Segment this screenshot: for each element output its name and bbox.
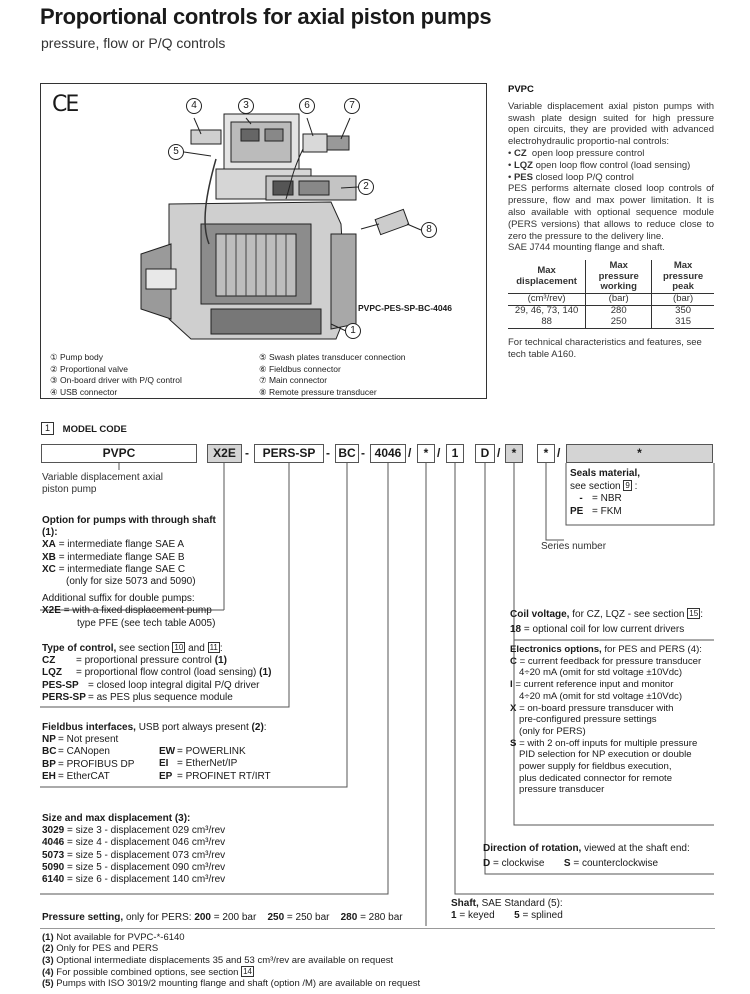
pressure-section: Pressure setting, only for PERS: 200 = 200 bar 250 = 250 bar 280 = 280 bar bbox=[42, 912, 403, 923]
option-row: PES-SP = closed loop integral digital P/Q driver bbox=[42, 679, 260, 691]
callout-2: 2 bbox=[358, 179, 374, 195]
page-subtitle: pressure, flow or P/Q controls bbox=[41, 35, 226, 51]
legend-item: ⑧ Remote pressure transducer bbox=[259, 386, 377, 397]
option-note: (only for PERS) bbox=[519, 725, 586, 737]
option-row: PE = FKM bbox=[570, 505, 622, 517]
legend-item: ⑥ Fieldbus connector bbox=[259, 363, 341, 374]
size-title: Size and max displacement (3): bbox=[42, 813, 191, 824]
spec-header: Max pressure working bbox=[586, 260, 652, 294]
page-title: Proportional controls for axial piston pumps bbox=[40, 4, 492, 29]
option-row: XB = intermediate flange SAE B bbox=[42, 551, 185, 563]
shaft-option-title: Option for pumps with through shaft (1): bbox=[42, 515, 216, 539]
shaft-std-title: Shaft, SAE Standard (5): bbox=[451, 898, 563, 909]
spec-unit: (bar) bbox=[652, 294, 714, 306]
option-note: pressure transducer bbox=[519, 784, 605, 796]
spec-unit: (cm³/rev) bbox=[508, 294, 586, 306]
spec-cell: 315 bbox=[652, 317, 714, 328]
legend-item: ⑤ Swash plates transducer connection bbox=[259, 352, 406, 362]
intro-para2: PES performs alternate closed loop controls of pressure, flow and max power limitation. It is also available with optional sequence module (PERS versions) that allows to reduce close to zero the pressure to the delivery line. bbox=[508, 183, 714, 242]
code-cell-size: 4046 bbox=[370, 444, 406, 463]
code-cell-pressure: * bbox=[417, 444, 435, 463]
pvpc-description: Variable displacement axial piston pump bbox=[42, 472, 163, 496]
coil-title: Coil voltage, for CZ, LQZ - see section 15 : bbox=[510, 609, 703, 620]
option-row: PERS-SP = as PES plus sequence module bbox=[42, 691, 233, 703]
callout-1: 1 bbox=[345, 323, 361, 339]
control-section bbox=[42, 642, 287, 704]
code-sep: / bbox=[497, 446, 501, 460]
code-cell-shaft: 1 bbox=[446, 444, 464, 463]
diagram-label: PVPC-PES-SP-BC-4046 bbox=[358, 303, 453, 313]
footnote-divider bbox=[40, 928, 715, 929]
footnote: (1) Not available for PVPC-*-6140 bbox=[42, 932, 185, 943]
option-note: 4÷20 mA (omit for std voltage ±10Vdc) bbox=[519, 690, 683, 702]
code-cell-options: * bbox=[505, 444, 523, 463]
option-note: pre-configured pressure settings bbox=[519, 714, 657, 726]
code-sep: / bbox=[408, 446, 412, 460]
code-sep: / bbox=[557, 446, 561, 460]
fieldbus-col-right bbox=[159, 746, 271, 783]
option-row: EP = PROFINET RT/IRT bbox=[159, 770, 271, 782]
spec-unit: (bar) bbox=[586, 294, 652, 306]
fieldbus-title: Fieldbus interfaces, USB port always present (2): bbox=[42, 722, 267, 733]
legend-item: ② Proportional valve bbox=[50, 363, 129, 374]
code-cell-series: * bbox=[537, 444, 555, 463]
size-section bbox=[42, 813, 292, 886]
seals-title: Seals material, bbox=[570, 468, 641, 479]
option-note: PID selection for NP execution or double bbox=[519, 749, 692, 761]
footnotes bbox=[42, 932, 420, 989]
coil-section bbox=[510, 608, 715, 636]
option-row: 3029 = size 3 - displacement 029 cm³/rev bbox=[42, 825, 226, 837]
option-row: X = on-board pressure transducer with bbox=[510, 702, 674, 714]
code-sep: - bbox=[361, 446, 365, 460]
seals-subtitle: see section 9 : bbox=[570, 481, 638, 493]
footnote: (3) Optional intermediate displacements 35 and 53 cm³/rev are available on request bbox=[42, 954, 394, 966]
option-note: power supply for fieldbus execution, bbox=[519, 761, 672, 773]
spec-cell: 29, 46, 73, 140 bbox=[514, 305, 579, 317]
ce-mark: CE bbox=[52, 92, 78, 117]
code-cell-rotation: D bbox=[475, 444, 495, 463]
rotation-title: Direction of rotation, viewed at the shaft end: bbox=[483, 843, 690, 854]
option-row: I = current reference input and monitor bbox=[510, 679, 674, 691]
seals-section bbox=[570, 468, 710, 518]
option-row: 5073 = size 5 - displacement 073 cm³/rev bbox=[42, 849, 226, 861]
footnote: (5) Pumps with ISO 3019/2 mounting flange and shaft (option /M) are available on request bbox=[42, 978, 421, 990]
option-note: 4÷20 mA (omit for std voltage ±10Vdc) bbox=[519, 667, 683, 679]
option-row: 5090 = size 5 - displacement 090 cm³/rev bbox=[42, 861, 226, 873]
option-row: 4046 = size 4 - displacement 046 cm³/rev bbox=[42, 837, 226, 849]
electronics-title: Electronics options, for PES and PERS (4): bbox=[510, 644, 702, 655]
code-sep: - bbox=[245, 446, 249, 460]
callout-7: 7 bbox=[344, 98, 360, 114]
option-row: X2E = with a fixed displacement pump bbox=[42, 605, 212, 617]
option-row: LQZ = proportional flow control (load sensing) (1) bbox=[42, 667, 272, 679]
spec-header: Max pressure peak bbox=[652, 260, 714, 294]
shaft-option-section bbox=[42, 515, 227, 630]
fieldbus-col-left bbox=[42, 734, 134, 783]
option-row: NP = Not present bbox=[42, 734, 119, 746]
legend-item: ⑦ Main connector bbox=[259, 375, 328, 385]
rotation-section bbox=[483, 843, 715, 870]
intro-bullet: • LQZ open loop flow control (load sensing) bbox=[508, 159, 691, 171]
option-row: BC = CANopen bbox=[42, 746, 110, 758]
option-row: EH = EtherCAT bbox=[42, 770, 110, 782]
code-sep: - bbox=[326, 446, 330, 460]
spec-header: Max displacement bbox=[508, 260, 586, 294]
intro-para4: For technical characteristics and features, see tech table A160. bbox=[508, 337, 702, 361]
callout-8: 8 bbox=[421, 222, 437, 238]
spec-cell: 250 bbox=[586, 317, 652, 328]
callout-4: 4 bbox=[186, 98, 202, 114]
option-row: XC = intermediate flange SAE C bbox=[42, 563, 186, 575]
option-row: 1 = keyed 5 = splined bbox=[451, 910, 563, 922]
option-row: C = current feedback for pressure transducer bbox=[510, 655, 702, 667]
callout-5: 5 bbox=[168, 144, 184, 160]
code-cell-fieldbus: BC bbox=[335, 444, 359, 463]
intro-para1: Variable displacement axial piston pumps with swash plate design suited for high pressure open circuits, they are provided with advanced electrohydraulic proportio-nal controls: bbox=[508, 100, 714, 148]
code-sep: / bbox=[437, 446, 441, 460]
option-row: 6140 = size 6 - displacement 140 cm³/rev bbox=[42, 873, 226, 885]
code-cell-pvpc: PVPC bbox=[41, 444, 197, 463]
code-cell-x2e: X2E bbox=[207, 444, 242, 463]
callout-6: 6 bbox=[299, 98, 315, 114]
footnote: (2) Only for PES and PERS bbox=[42, 943, 159, 955]
option-row: XA = intermediate flange SAE A bbox=[42, 539, 185, 551]
option-row: - = NBR bbox=[579, 493, 622, 505]
callout-3: 3 bbox=[238, 98, 254, 114]
option-row: EW = POWERLINK bbox=[159, 746, 246, 758]
option-note: (only for size 5073 and 5090) bbox=[66, 575, 196, 587]
intro-bullet: • PES closed loop P/Q control bbox=[508, 171, 634, 183]
option-row: S = with 2 on-off inputs for multiple pressure bbox=[510, 737, 698, 749]
shaft-std-section bbox=[451, 898, 651, 922]
fieldbus-section bbox=[42, 722, 342, 784]
electronics-section bbox=[510, 644, 715, 796]
legend-item: ① Pump body bbox=[50, 352, 103, 362]
control-title: Type of control, see section 10 and 11 : bbox=[42, 643, 223, 654]
legend-item: ④ USB connector bbox=[50, 386, 118, 397]
legend-item: ③ On-board driver with P/Q control bbox=[50, 375, 182, 385]
option-row: BP = PROFIBUS DP bbox=[42, 758, 135, 770]
code-cell-seals: * bbox=[566, 444, 713, 463]
intro-bullet: • CZ open loop pressure control bbox=[508, 147, 645, 159]
spec-cell: 280 bbox=[586, 306, 652, 317]
footnote: (4) For possible combined options, see section 14 bbox=[42, 966, 252, 978]
option-row: D = clockwise S = counterclockwise bbox=[483, 858, 659, 870]
code-cell-control: PERS-SP bbox=[254, 444, 324, 463]
option-note: type PFE (see tech table A005) bbox=[77, 617, 216, 629]
intro-para3: SAE J744 mounting flange and shaft. bbox=[508, 242, 665, 254]
option-row: EI = EtherNet/IP bbox=[159, 758, 238, 770]
spec-cell: 88 bbox=[508, 317, 586, 328]
suffix-title: Additional suffix for double pumps: bbox=[42, 593, 195, 605]
model-code-heading: 1 MODEL CODE bbox=[41, 422, 127, 436]
spec-cell: 350 bbox=[675, 305, 692, 317]
option-note: plus dedicated connector for remote bbox=[519, 772, 673, 784]
series-number-label: Series number bbox=[541, 541, 607, 552]
option-row: 18 = optional coil for low current drivers bbox=[510, 624, 685, 636]
intro-heading: PVPC bbox=[508, 84, 534, 95]
option-row: CZ = proportional pressure control (1) bbox=[42, 655, 227, 667]
